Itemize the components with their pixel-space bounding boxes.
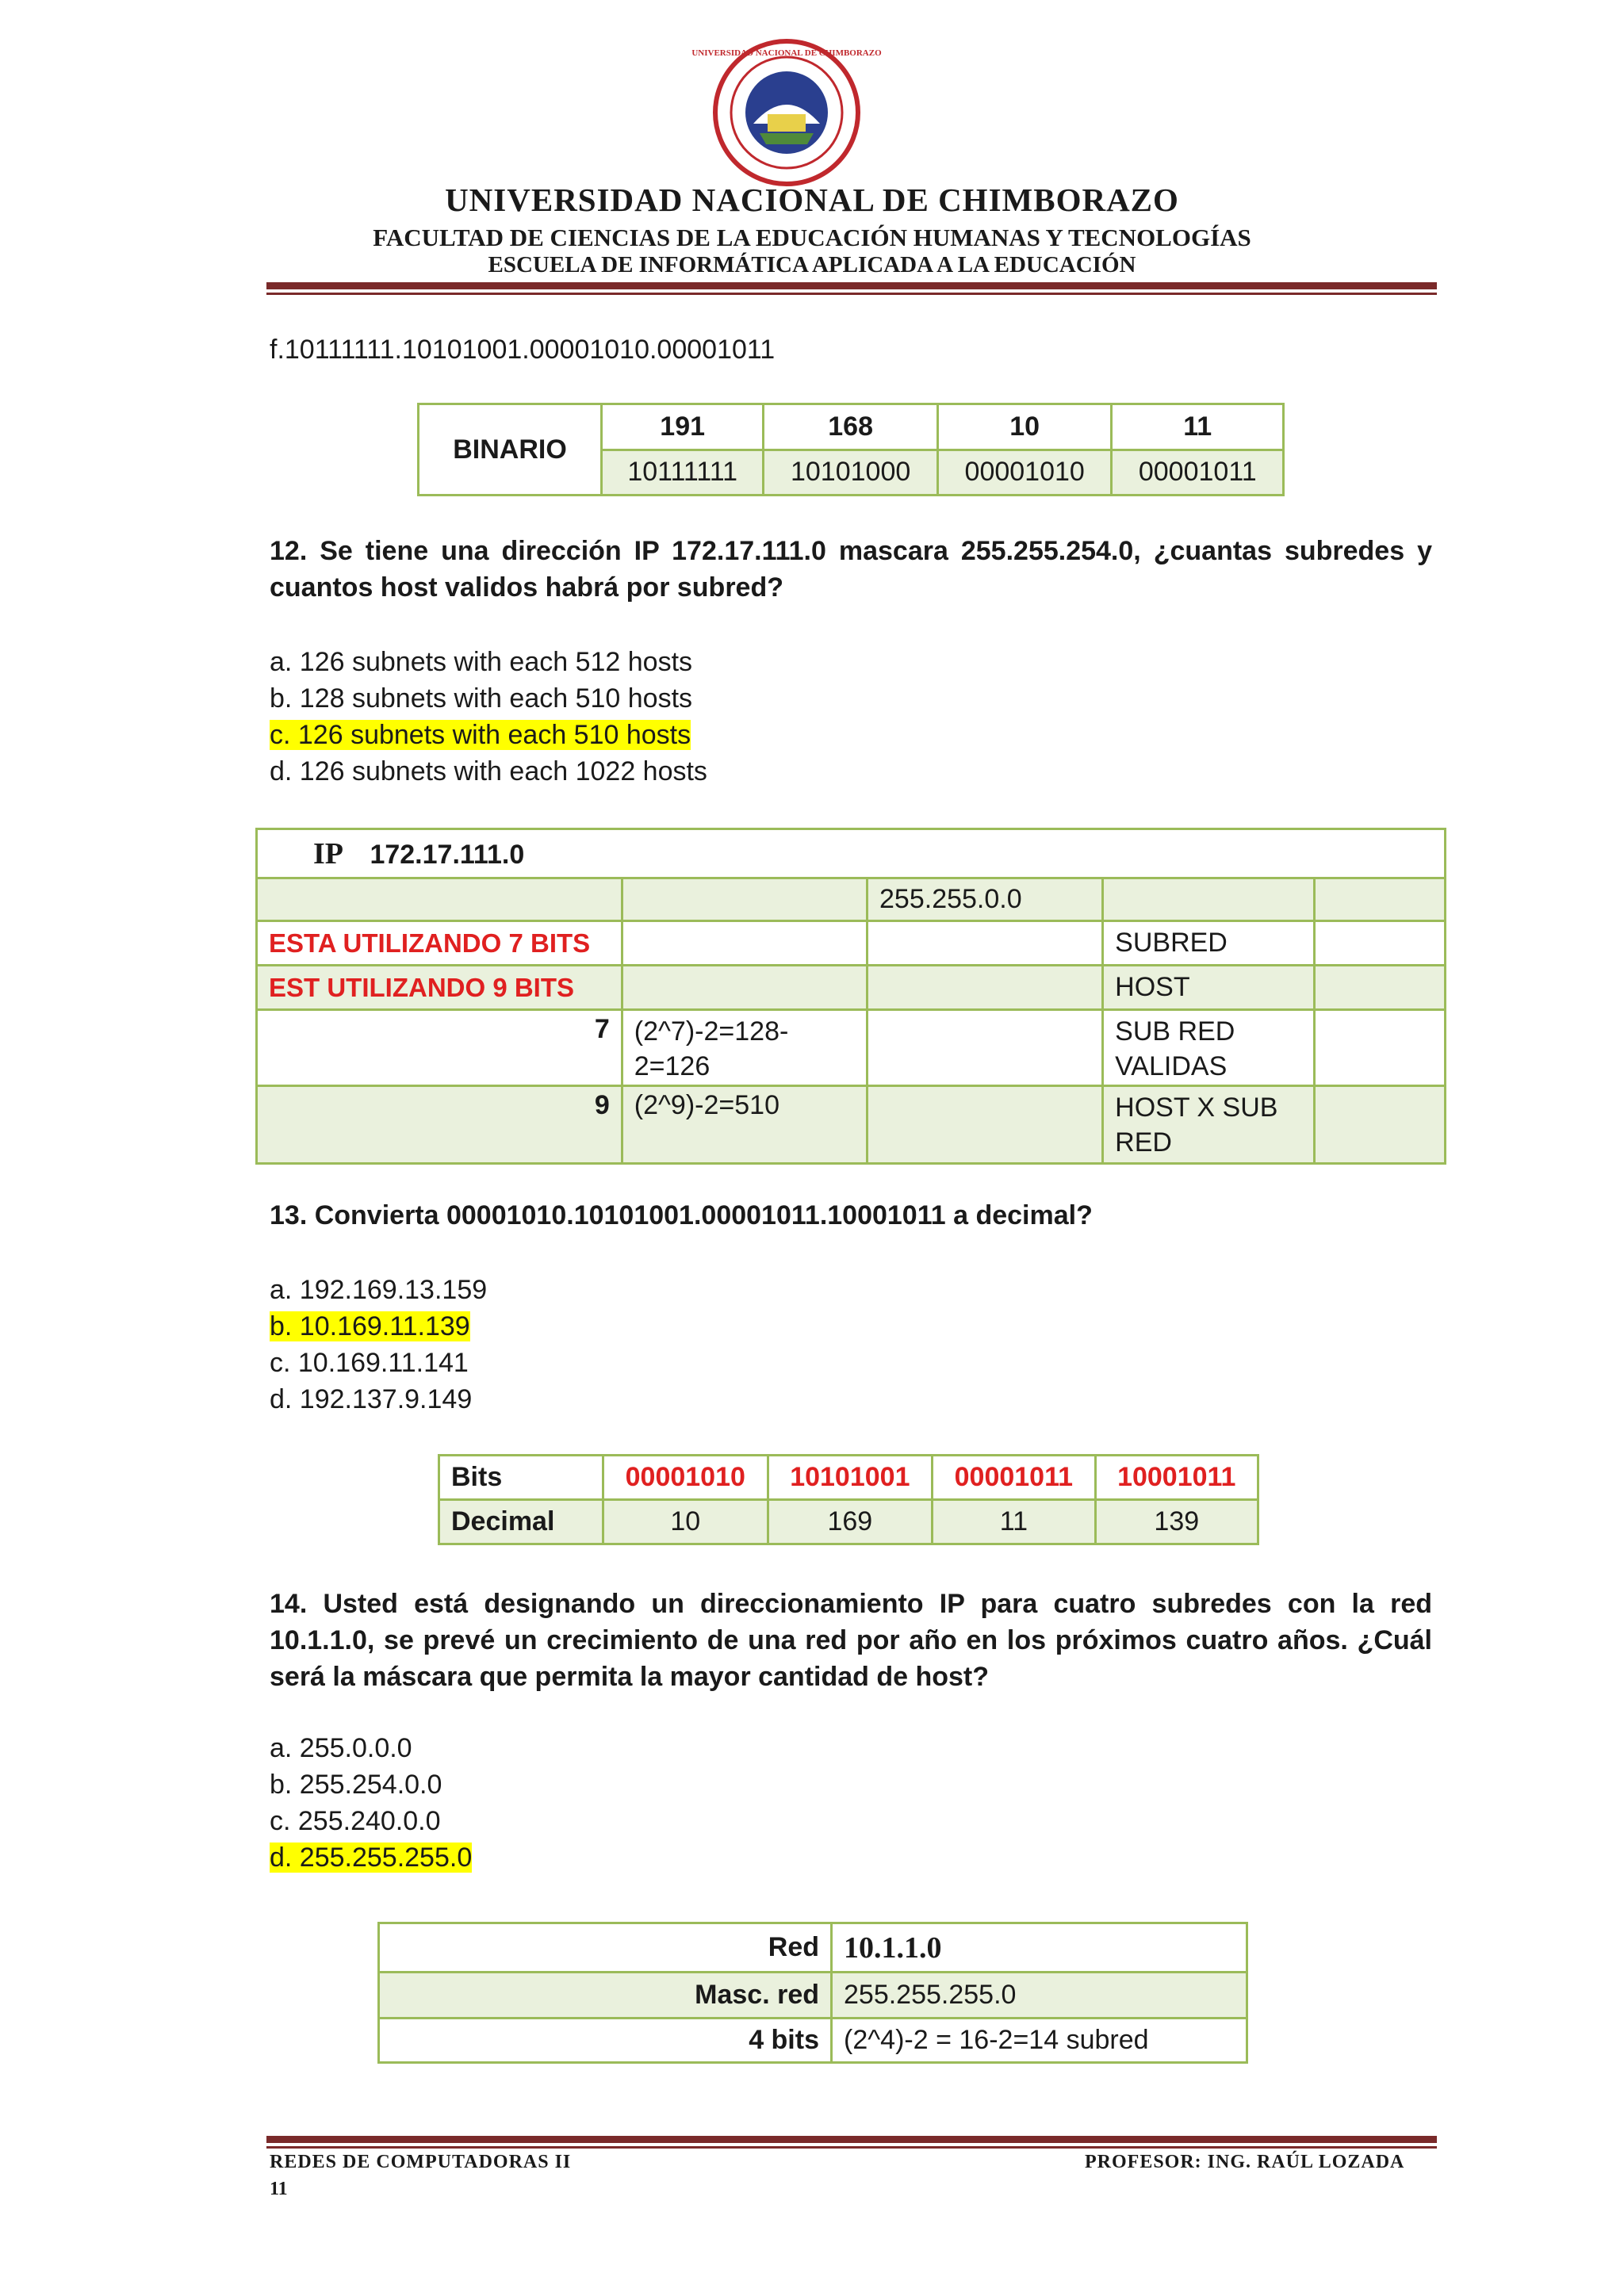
decimal-cell: 169 — [768, 1500, 933, 1544]
desc-subred: SUBRED — [1103, 921, 1315, 966]
q13-option-d: d. 192.137.9.149 — [270, 1384, 473, 1414]
bits-decimal-table — [438, 1454, 1259, 1545]
question-14: 14. Usted está designando un direccionamiento IP para cuatro subredes con la red 10.1.1.0, se prevé un crecimiento de una red por año en los próximos cuatro años. ¿Cuál será la máscara que permita la mayor cantidad de host? — [270, 1589, 1432, 1692]
faculty-name: FACULTAD DE CIENCIAS DE LA EDUCACIÓN HUMANAS Y TECNOLOGÍAS — [373, 224, 1251, 251]
q13-option-c: c. 10.169.11.141 — [270, 1348, 469, 1378]
desc-hosts-per-subnet: HOST X SUB RED — [1103, 1086, 1315, 1164]
question-12: 12. Se tiene una dirección IP 172.17.111.0 mascara 255.255.254.0, ¿cuantas subredes y cuantos host validos habrá por subred? — [270, 536, 1432, 603]
calc-hosts: (2^9)-2=510 — [622, 1086, 867, 1164]
q14-option-d-answer: d. 255.255.255.0 — [270, 1843, 473, 1873]
bits-value: (2^4)-2 = 16-2=14 subred — [832, 2019, 1247, 2063]
ip-header-cell: IP 172.17.111.0 — [257, 829, 1446, 878]
q14-option-c: c. 255.240.0.0 — [270, 1806, 441, 1836]
decimal-cell: 139 — [1095, 1500, 1258, 1544]
q12-option-d: d. 126 subnets with each 1022 hosts — [270, 756, 707, 786]
binary-line: f.10111111.10101001.00001010.00001011 — [270, 335, 776, 365]
binary-cell: 10101000 — [764, 450, 938, 496]
decimal-label: Decimal — [439, 1500, 603, 1544]
svg-text:UNIVERSIDAD NACIONAL DE CHIMBO: UNIVERSIDAD NACIONAL DE CHIMBORAZO — [691, 48, 882, 58]
bits-cell: 10001011 — [1095, 1456, 1258, 1500]
footer-professor: PROFESOR: ING. RAÚL LOZADA — [1085, 2152, 1405, 2172]
page-number: 11 — [270, 2179, 288, 2199]
network-table — [377, 1922, 1248, 2064]
decimal-cell: 10 — [937, 404, 1112, 450]
desc-valid-subnets: SUB RED VALIDAS — [1103, 1010, 1315, 1086]
binary-cell: 00001010 — [937, 450, 1112, 496]
q14-option-a: a. 255.0.0.0 — [270, 1733, 412, 1763]
footer-rule-thick — [266, 2136, 1437, 2143]
footer-rule-thin — [266, 2146, 1437, 2149]
q12-option-a: a. 126 subnets with each 512 hosts — [270, 647, 693, 677]
header-rule-thin — [266, 293, 1437, 295]
bits-cell: 00001010 — [603, 1456, 768, 1500]
university-seal-logo — [691, 38, 882, 187]
subnet-table — [255, 828, 1446, 1165]
bits-label: 4 bits — [379, 2019, 832, 2063]
q12-option-c-answer: c. 126 subnets with each 510 hosts — [270, 720, 691, 750]
calc-subnets: (2^7)-2=128-2=126 — [622, 1010, 867, 1086]
q14-option-b: b. 255.254.0.0 — [270, 1770, 442, 1800]
bits-label: Bits — [439, 1456, 603, 1500]
footer-course: REDES DE COMPUTADORAS II — [270, 2152, 572, 2172]
q13-option-b-answer: b. 10.169.11.139 — [270, 1311, 470, 1341]
decimal-cell: 168 — [764, 404, 938, 450]
header-rule-thick — [266, 282, 1437, 289]
num-9: 9 — [257, 1086, 622, 1164]
decimal-cell: 191 — [602, 404, 764, 450]
mask-label: Masc. red — [379, 1973, 832, 2019]
num-7: 7 — [257, 1010, 622, 1086]
mask-cell: 255.255.0.0 — [868, 878, 1103, 921]
desc-host: HOST — [1103, 966, 1315, 1010]
mask-value: 255.255.255.0 — [832, 1973, 1247, 2019]
school-name: ESCUELA DE INFORMÁTICA APLICADA A LA EDUCACIÓN — [488, 252, 1136, 277]
decimal-cell: 10 — [603, 1500, 768, 1544]
bits-label-subred: ESTA UTILIZANDO 7 BITS — [257, 921, 622, 966]
binary-cell: 00001011 — [1112, 450, 1284, 496]
bits-cell: 00001011 — [933, 1456, 1095, 1500]
bits-cell: 10101001 — [768, 1456, 933, 1500]
q13-option-a: a. 192.169.13.159 — [270, 1275, 488, 1305]
university-name: UNIVERSIDAD NACIONAL DE CHIMBORAZO — [445, 182, 1179, 218]
red-value: 10.1.1.0 — [832, 1923, 1247, 1973]
q12-option-b: b. 128 subnets with each 510 hosts — [270, 683, 693, 714]
question-13: 13. Convierta 00001010.10101001.00001011.10001011 a decimal? — [270, 1200, 1093, 1230]
decimal-cell: 11 — [933, 1500, 1095, 1544]
binary-table — [417, 403, 1285, 496]
decimal-cell: 11 — [1112, 404, 1284, 450]
bits-label-host: EST UTILIZANDO 9 BITS — [257, 966, 622, 1010]
binary-cell: 10111111 — [602, 450, 764, 496]
binary-row-label: BINARIO — [419, 404, 602, 496]
red-label: Red — [379, 1923, 832, 1973]
